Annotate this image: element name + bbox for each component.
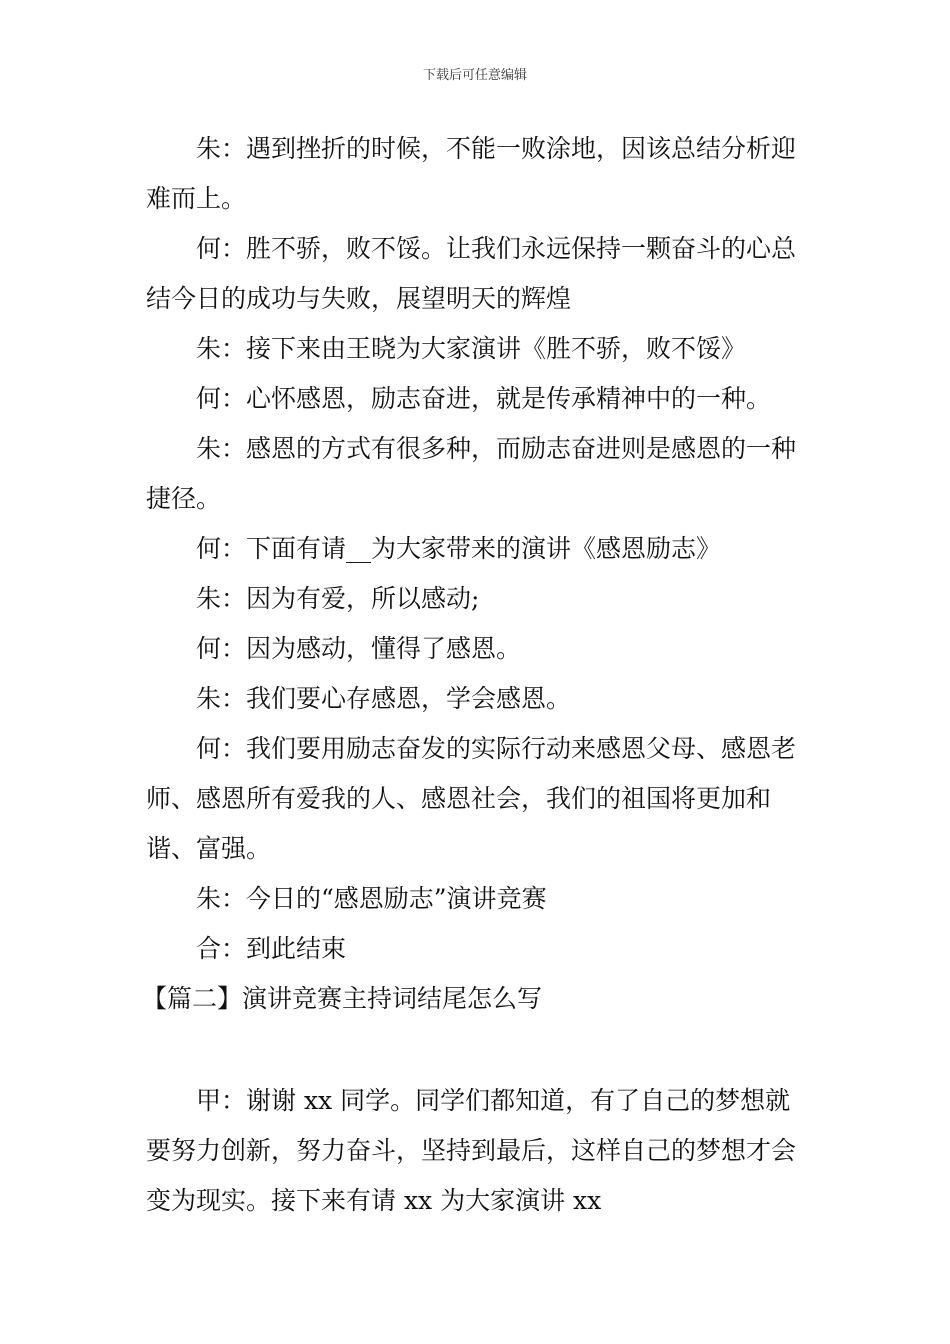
paragraph-11: 朱：今日的“感恩励志”演讲竞赛 <box>196 884 547 913</box>
paragraph-1: 朱：遇到挫折的时候，不能一败涂地，因该总结分析迎难而上。 <box>146 134 797 213</box>
paragraph-5: 朱：感恩的方式有很多种，而励志奋进则是感恩的一种捷径。 <box>146 434 797 513</box>
paragraph-9: 朱：我们要心存感恩，学会感恩。 <box>196 684 572 713</box>
paragraph-2: 何：胜不骄，败不馁。让我们永远保持一颗奋斗的心总结今日的成功与失败，展望明天的辉煌 <box>146 234 797 313</box>
paragraph-7: 朱：因为有爱，所以感动; <box>196 584 480 613</box>
paragraph-10: 何：我们要用励志奋发的实际行动来感恩父母、感恩老师、感恩所有爱我的人、感恩社会，我们的祖国将更加和谐、富强。 <box>146 734 797 863</box>
paragraph-13: 甲：谢谢 xx 同学。同学们都知道，有了自己的梦想就要努力创新，努力奋斗，坚持到最后，这样自己的梦想才会变为现实。接下来有请 xx 为大家演讲 xx <box>146 1086 797 1215</box>
section-heading: 【篇二】演讲竞赛主持词结尾怎么写 <box>142 984 543 1013</box>
paragraph-4: 何：心怀感恩，励志奋进，就是传承精神中的一种。 <box>196 384 772 413</box>
paragraph-3: 朱：接下来由王晓为大家演讲《胜不骄，败不馁》 <box>196 334 747 363</box>
spacer <box>146 1024 810 1076</box>
paragraph-8: 何：因为感动，懂得了感恩。 <box>196 634 522 663</box>
paragraph-12: 合：到此结束 <box>196 934 347 963</box>
paragraph-6: 何：下面有请__为大家带来的演讲《感恩励志》 <box>196 534 722 563</box>
document-body <box>142 124 810 1226</box>
page-header: 下载后可任意编辑 <box>422 68 527 83</box>
